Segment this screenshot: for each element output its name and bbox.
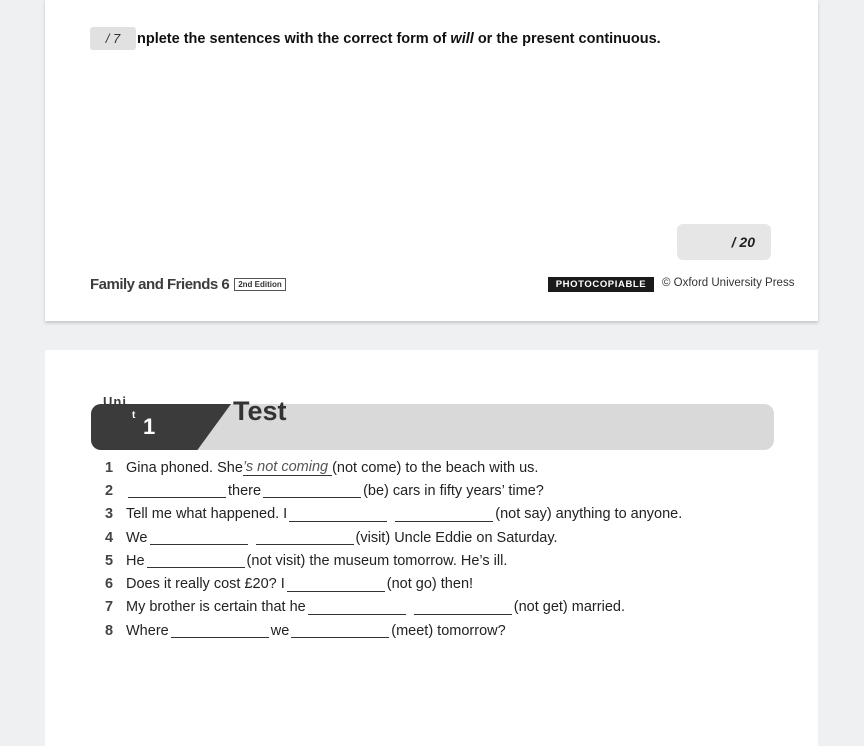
instruction-text-end: or the present continuous. xyxy=(473,31,661,47)
question-row xyxy=(105,619,682,642)
footer-brand xyxy=(90,276,286,293)
question-row xyxy=(105,526,682,549)
answer-blank[interactable] xyxy=(150,530,248,545)
question-text: Gina phoned. She xyxy=(126,459,243,476)
question-text: Where xyxy=(126,622,169,639)
instruction-text-start: nplete the sentences with the correct form of xyxy=(137,31,451,47)
answer-blank[interactable] xyxy=(147,553,245,568)
answer-blank[interactable] xyxy=(291,623,389,638)
question-text: (meet) tomorrow? xyxy=(391,622,506,639)
question-text: (not go) then! xyxy=(386,576,474,593)
example-answer: ’s not coming xyxy=(243,459,332,476)
total-score-box: / 20 xyxy=(677,224,771,260)
question-row xyxy=(105,596,682,619)
unit-label: Uni xyxy=(103,394,127,409)
question-row xyxy=(105,572,682,595)
answer-blank[interactable] xyxy=(308,600,406,615)
instruction-emphasis: will xyxy=(450,31,474,47)
answer-blank[interactable] xyxy=(171,623,269,638)
unit-number: 1 xyxy=(143,414,156,439)
question-number: 5 xyxy=(105,552,114,569)
photocopiable-badge: PHOTOCOPIABLE xyxy=(548,277,654,292)
exercise-score-box: / 7 xyxy=(90,27,136,50)
answer-blank[interactable] xyxy=(263,483,361,498)
question-text: (not visit) the museum tomorrow. He’s ill. xyxy=(246,552,508,569)
answer-blank[interactable] xyxy=(414,600,512,615)
question-number: 6 xyxy=(105,576,114,593)
answer-blank[interactable] xyxy=(287,577,385,592)
question-text: we xyxy=(270,622,290,639)
question-row xyxy=(105,456,682,479)
question-text: Tell me what happened. I xyxy=(126,506,288,523)
question-number: 7 xyxy=(105,599,114,616)
question-number: 1 xyxy=(105,459,114,476)
question-text: (not say) anything to anyone. xyxy=(495,506,683,523)
question-number: 4 xyxy=(105,529,114,546)
question-text: We xyxy=(126,529,148,546)
question-row xyxy=(105,549,682,572)
question-text: (be) cars in fifty years’ time? xyxy=(363,482,544,499)
question-text: My brother is certain that he xyxy=(126,599,306,616)
answer-blank[interactable] xyxy=(128,483,226,498)
answer-blank[interactable] xyxy=(289,507,387,522)
question-text: (not come) to the beach with us. xyxy=(332,459,539,476)
edition-badge: 2nd Edition xyxy=(234,278,286,291)
question-number: 3 xyxy=(105,506,114,523)
unit-label-fragment: t xyxy=(132,410,136,421)
question-text: (not get) married. xyxy=(513,599,625,616)
section-title: Test xyxy=(233,396,287,426)
question-text: Does it really cost £20? I xyxy=(126,576,285,593)
question-row xyxy=(105,479,682,502)
brand-logo-text: Family and Friends 6 xyxy=(90,276,230,293)
question-text: He xyxy=(126,552,145,569)
answer-blank[interactable] xyxy=(395,507,493,522)
worksheet-page-top xyxy=(45,0,818,321)
question-number: 2 xyxy=(105,482,114,499)
exercise-instruction xyxy=(137,31,661,47)
worksheet-page-bottom xyxy=(45,350,818,746)
question-row xyxy=(105,503,682,526)
question-list xyxy=(105,456,682,642)
question-text: (visit) Uncle Eddie on Saturday. xyxy=(355,529,558,546)
question-text: there xyxy=(228,482,262,499)
answer-blank[interactable] xyxy=(256,530,354,545)
question-number: 8 xyxy=(105,622,114,639)
copyright-text: © Oxford University Press xyxy=(662,277,795,289)
